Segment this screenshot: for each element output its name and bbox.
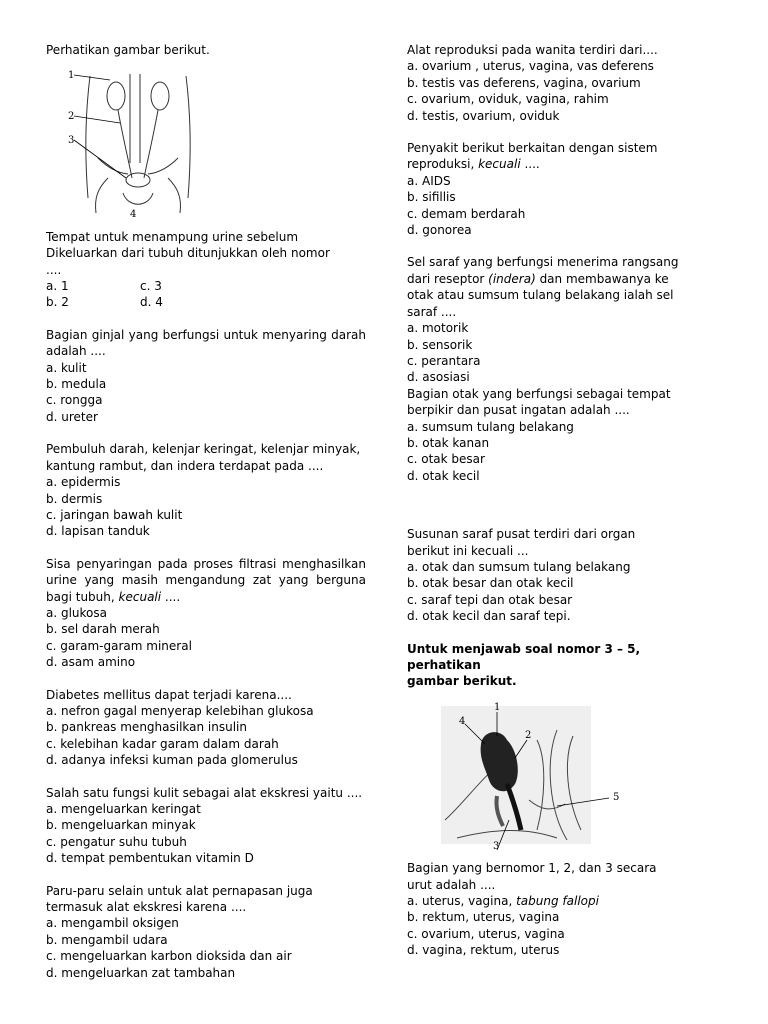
q6-stem: Salah satu fungsi kulit sebagai alat ekskresi yaitu .... bbox=[46, 785, 363, 800]
q13-option-a-text: a. uterus, vagina, bbox=[407, 894, 517, 909]
q7-stem: Paru-paru selain untuk alat pernapasan juga termasuk alat ekskresi karena .... bbox=[46, 883, 313, 915]
q9-option-a: a. AIDS bbox=[407, 173, 451, 188]
q8-option-a: a. ovarium , uterus, vagina, vas deferens bbox=[407, 59, 654, 74]
q4-stem-text: Sisa penyaringan pada proses filtrasi menghasilkan urine yang masih mengandung zat yang berguna bagi tubuh, bbox=[46, 556, 366, 604]
q10-option-b: b. sensorik bbox=[407, 337, 473, 352]
q13-line1: Bagian yang bernomor 1, 2, dan 3 secara bbox=[407, 861, 657, 876]
q1-options-row2 bbox=[46, 294, 366, 310]
q4-stem-end: .... bbox=[161, 589, 181, 604]
q5-option-b: b. pankreas menghasilkan insulin bbox=[46, 720, 247, 735]
q12-option-a: a. otak dan sumsum tulang belakang bbox=[407, 559, 631, 574]
q5-option-a: a. nefron gagal menyerap kelebihan glukosa bbox=[46, 703, 314, 718]
fig2-label-4: 4 bbox=[459, 715, 466, 727]
q11-option-c: c. otak besar bbox=[407, 452, 485, 467]
female-reproductive-figure bbox=[437, 700, 637, 850]
q9-stem-line1: Penyakit berikut berkaitan dengan sistem bbox=[407, 141, 658, 156]
fig2-label-1: 1 bbox=[494, 701, 501, 713]
fig2-label-3: 3 bbox=[493, 840, 500, 850]
fig2-label-2: 2 bbox=[525, 729, 532, 741]
q11-option-b: b. otak kanan bbox=[407, 435, 490, 450]
q3-option-d: d. lapisan tanduk bbox=[46, 524, 150, 539]
q1-option-b: b. 2 bbox=[46, 295, 69, 310]
urinary-system-figure bbox=[68, 68, 208, 218]
q11-option-a: a. sumsum tulang belakang bbox=[407, 419, 574, 434]
q1-option-d: d. 4 bbox=[140, 295, 163, 310]
fig1-label-2: 2 bbox=[68, 111, 75, 123]
q13-option-a-italic: tabung fallopi bbox=[516, 894, 599, 909]
q10-line3: otak atau sumsum tulang belakang ialah sel bbox=[407, 288, 674, 303]
q11-option-d: d. otak kecil bbox=[407, 468, 480, 483]
instruction-line2: gambar berikut. bbox=[407, 674, 517, 689]
q1-stem-line3: .... bbox=[46, 262, 62, 277]
fig2-label-5: 5 bbox=[613, 791, 620, 803]
q3-option-c: c. jaringan bawah kulit bbox=[46, 507, 183, 522]
q1-stem-line2: Dikeluarkan dari tubuh ditunjukkan oleh nomor bbox=[46, 246, 330, 261]
q2-stem: Bagian ginjal yang berfungsi untuk menyaring darah adalah .... bbox=[46, 327, 366, 359]
q8-option-b: b. testis vas deferens, vagina, ovarium bbox=[407, 75, 641, 90]
q12-line1: Susunan saraf pusat terdiri dari organ bbox=[407, 527, 636, 542]
q2-option-c: c. rongga bbox=[46, 393, 103, 408]
q9-stem-text: reproduksi, bbox=[407, 157, 475, 172]
q2-option-a: a. kulit bbox=[46, 360, 87, 375]
q4-option-d: d. asam amino bbox=[46, 655, 136, 670]
q3-option-a: a. epidermis bbox=[46, 475, 121, 490]
q1-intro: Perhatikan gambar berikut. bbox=[46, 43, 210, 57]
q11-line1: Bagian otak yang berfungsi sebagai tempat bbox=[407, 386, 671, 401]
instruction-line1: Untuk menjawab soal nomor 3 – 5, perhatikan bbox=[407, 641, 641, 672]
q10-line4: saraf .... bbox=[407, 304, 457, 319]
q4-stem bbox=[46, 556, 366, 605]
q9-stem-end: .... bbox=[520, 157, 540, 172]
q6-option-a: a. mengeluarkan keringat bbox=[46, 802, 201, 816]
q13-option-c: c. ovarium, uterus, vagina bbox=[407, 926, 565, 941]
q13-line2: urut adalah .... bbox=[407, 877, 496, 892]
q13-option-b: b. rektum, uterus, vagina bbox=[407, 910, 560, 925]
q5-stem: Diabetes mellitus dapat terjadi karena.... bbox=[46, 687, 292, 702]
q4-option-a: a. glukosa bbox=[46, 605, 108, 620]
q10-line2-b: dan membawanya ke bbox=[535, 271, 669, 286]
fig1-label-4: 4 bbox=[130, 209, 137, 219]
q1-stem-line1: Tempat untuk menampung urine sebelum bbox=[46, 229, 299, 244]
q12-option-c: c. saraf tepi dan otak besar bbox=[407, 592, 573, 607]
q2-option-d: d. ureter bbox=[46, 409, 98, 424]
q10-option-c: c. perantara bbox=[407, 353, 481, 368]
q12-option-b: b. otak besar dan otak kecil bbox=[407, 576, 574, 591]
q5-option-c: c. kelebihan kadar garam dalam darah bbox=[46, 736, 279, 751]
q8-option-d: d. testis, ovarium, oviduk bbox=[407, 108, 560, 123]
q4-option-b: b. sel darah merah bbox=[46, 622, 160, 637]
q6-option-b: b. mengeluarkan minyak bbox=[46, 818, 196, 833]
q13-option-d: d. vagina, rektum, uterus bbox=[407, 943, 560, 958]
q5-option-d: d. adanya infeksi kuman pada glomerulus bbox=[46, 753, 298, 768]
right-column bbox=[407, 42, 697, 959]
q10-line2-a: dari reseptor bbox=[407, 271, 489, 286]
q7-option-a: a. mengambil oksigen bbox=[46, 916, 179, 931]
q1-options-row1 bbox=[46, 278, 366, 294]
q8-stem: Alat reproduksi pada wanita terdiri dari.... bbox=[407, 43, 658, 57]
q13-option-a bbox=[407, 893, 697, 909]
q10-option-a: a. motorik bbox=[407, 321, 469, 336]
q10-line2 bbox=[407, 271, 697, 287]
q3-option-b: b. dermis bbox=[46, 491, 103, 506]
q10-option-d: d. asosiasi bbox=[407, 370, 470, 385]
q7-option-c: c. mengeluarkan karbon dioksida dan air bbox=[46, 949, 292, 964]
fig1-label-3: 3 bbox=[68, 135, 75, 147]
q9-stem-italic: kecuali bbox=[478, 157, 521, 172]
q12-line2: berikut ini kecuali ... bbox=[407, 543, 529, 558]
q12-option-d: d. otak kecil dan saraf tepi. bbox=[407, 609, 571, 624]
left-column bbox=[46, 42, 366, 981]
q7-option-d: d. mengeluarkan zat tambahan bbox=[46, 965, 236, 980]
q10-line1: Sel saraf yang berfungsi menerima rangsang bbox=[407, 255, 679, 270]
q8-option-c: c. ovarium, oviduk, vagina, rahim bbox=[407, 92, 609, 107]
q7-option-b: b. mengambil udara bbox=[46, 932, 168, 947]
q9-option-b: b. sifillis bbox=[407, 190, 456, 205]
q9-option-d: d. gonorea bbox=[407, 223, 472, 238]
q6-option-c: c. pengatur suhu tubuh bbox=[46, 834, 187, 849]
q10-line2-italic: (indera) bbox=[488, 271, 536, 286]
fig1-label-1: 1 bbox=[68, 70, 75, 82]
q9-option-c: c. demam berdarah bbox=[407, 206, 526, 221]
q1-option-c: c. 3 bbox=[140, 279, 162, 294]
q3-stem: Pembuluh darah, kelenjar keringat, kelenjar minyak, kantung rambut, dan indera terdapat pada .... bbox=[46, 442, 361, 473]
q4-option-c: c. garam-garam mineral bbox=[46, 638, 192, 653]
q6-option-d: d. tempat pembentukan vitamin D bbox=[46, 851, 254, 866]
q1-option-a: a. 1 bbox=[46, 279, 69, 294]
q4-stem-italic: kecuali bbox=[118, 589, 162, 604]
q9-stem-line2 bbox=[407, 156, 697, 172]
q2-option-b: b. medula bbox=[46, 377, 107, 392]
q11-line2: berpikir dan pusat ingatan adalah .... bbox=[407, 403, 630, 418]
